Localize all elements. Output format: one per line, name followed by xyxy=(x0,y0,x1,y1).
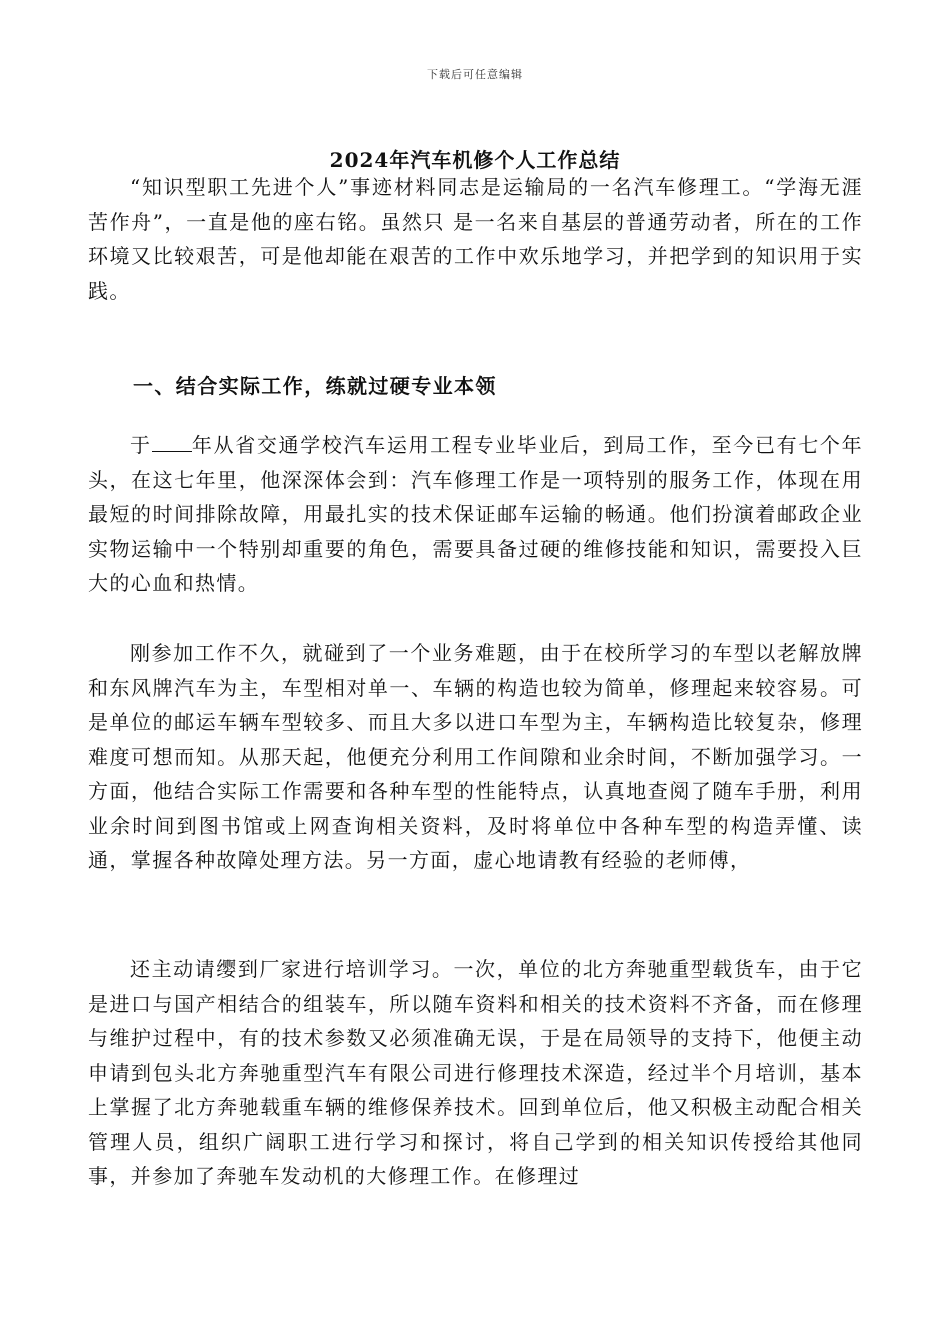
paragraph-training xyxy=(88,952,863,1194)
document-title: 2024年汽车机修个人工作总结 xyxy=(329,148,621,172)
paragraph-intro xyxy=(88,170,863,308)
section-heading: 一、结合实际工作，练就过硬专业本领 xyxy=(133,374,497,398)
paragraph-prefix: 于 xyxy=(130,433,152,457)
paragraph-text: 年从省交通学校汽车运用工程专业毕业后，到局工作，至今已有七个年头，在这七年里，他深深体会到：汽车修理工作是一项特别的服务工作，体现在用最短的时间排除故障，用最扎实的技术保证邮车运输的畅通。他们扮演着邮政企业实物运输中一个特别却重要的角色，需要具备过硬的维修技能和知识，需要投入巨大的心血和热情。 xyxy=(88,433,863,595)
paragraph-text: 刚参加工作不久，就碰到了一个业务难题，由于在校所学习的车型以老解放牌和东风牌汽车为主，车型相对单一、车辆的构造也较为简单，修理起来较容易。可是单位的邮运车辆车型较多、而且大多以进口车型为主，车辆构造比较复杂，修理难度可想而知。从那天起，他便充分利用工作间隙和业余时间，不断加强学习。一方面，他结合实际工作需要和各种车型的性能特点，认真地查阅了随车手册，利用业余时间到图书馆或上网查询相关资料，及时将单位中各种车型的构造弄懂、读通，掌握各种故障处理方法。另一方面，虚心地请教有经验的老师傅， xyxy=(88,641,863,872)
paragraph-background xyxy=(88,428,863,601)
blank-underline xyxy=(152,433,192,452)
paragraph-text: 还主动请缨到厂家进行培训学习。一次，单位的北方奔驰重型载货车，由于它是进口与国产相结合的组装车，所以随车资料和相关的技术资料不齐备，而在修理与维护过程中，有的技术参数又必须准确无误，于是在局领导的支持下，他便主动申请到包头北方奔驰重型汽车有限公司进行修理技术深造，经过半个月培训，基本上掌握了北方奔驰载重车辆的维修保养技术。回到单位后，他又积极主动配合相关管理人员，组织广阔职工进行学习和探讨，将自己学到的相关知识传授给其他同事，并参加了奔驰车发动机的大修理工作。在修理过 xyxy=(88,957,863,1188)
header-note: 下载后可任意编辑 xyxy=(427,68,523,81)
paragraph-text: “知识型职工先进个人”事迹材料同志是运输局的一名汽车修理工。“学海无涯苦作舟”，一直是他的座右铭。虽然只 是一名来自基层的普通劳动者，所在的工作环境又比较艰苦，可是他却能在艰苦的工作中欢乐地学习，并把学到的知识用于实践。 xyxy=(88,175,863,303)
paragraph-learning xyxy=(88,636,863,878)
